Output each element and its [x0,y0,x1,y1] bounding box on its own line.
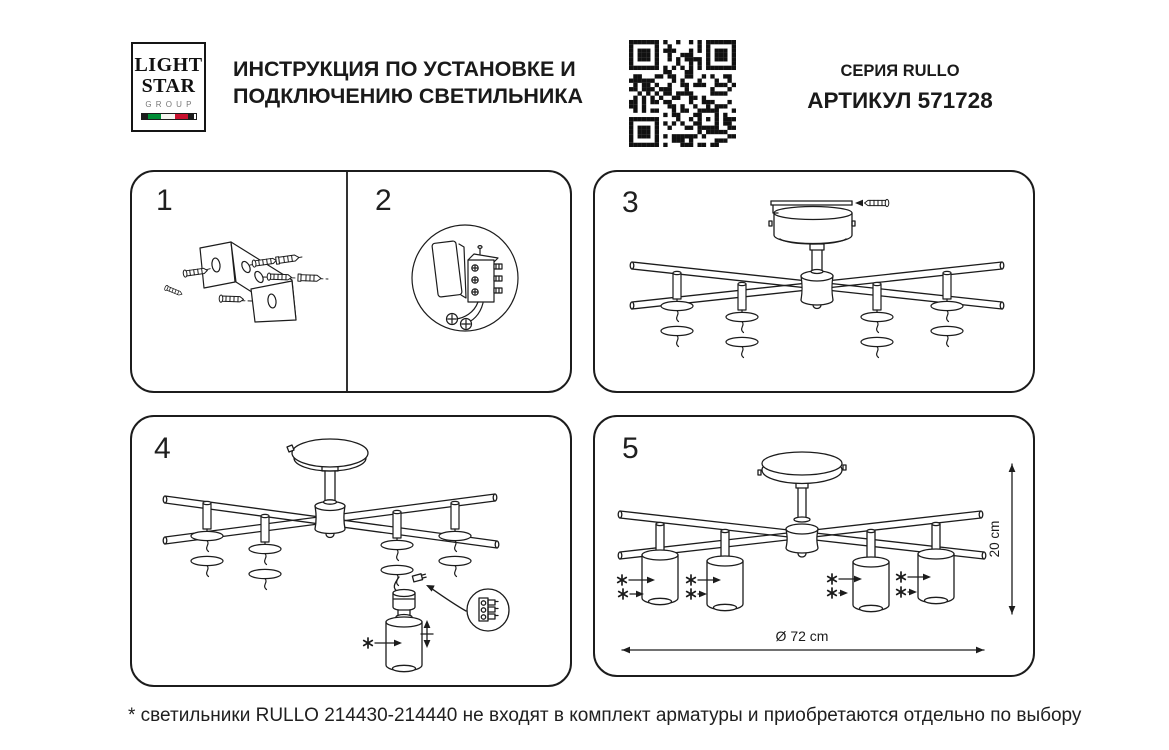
logo-light: LIGHT [134,54,203,76]
ceiling-canopy [758,452,846,484]
wall-anchor-icon [276,254,300,264]
bracket-diagram [164,242,328,322]
central-hub [315,502,345,538]
ring-holder [661,271,693,346]
step-2-number: 2 [375,184,392,217]
steps-1-2-drawing [132,172,570,391]
wire [456,302,478,319]
lamp-shade [853,557,889,612]
panel-step-5 [593,415,1035,677]
product-info [765,62,1035,114]
stem [810,244,824,274]
title-line-2: ПОДКЛЮЧЕНИЮ СВЕТИЛЬНИКА [233,84,584,108]
ring-holder [191,501,223,576]
step-4-drawing [132,417,570,685]
footnote: * светильники RULLO 214430-214440 не входят в комплект арматуры и приобретаются отдельно по выбору [128,705,1082,726]
panel-step-4 [130,415,572,687]
italian-flag-icon [141,113,197,120]
cover-plate [432,241,462,298]
dimension-height [1009,464,1016,614]
central-hub [786,524,818,557]
qr-code [629,40,736,147]
ring-holder [931,271,963,346]
logo-group: GROUP [145,100,196,109]
page-title [233,56,583,110]
ring-holder [726,282,758,357]
terminal-block [468,246,502,302]
screw-icon [219,295,244,303]
height-dimension-label: 20 cm [987,520,1002,558]
ceiling-canopy [769,207,855,244]
lamp-socket [393,577,415,620]
panel-step-3 [593,170,1035,393]
ring-holder [439,501,471,576]
series-label: СЕРИЯ RULLO [840,62,960,80]
small-screw-icon [164,285,183,297]
wall-anchor-icon [298,274,321,282]
step-4-number: 4 [154,432,171,465]
asterisk-icon [364,638,373,648]
terminal-detail [467,589,509,631]
step-1-number: 1 [156,184,173,217]
panel-steps-1-2 [130,170,572,393]
lamp-shade [707,556,743,611]
title-line-1: ИНСТРУКЦИЯ ПО УСТАНОВКЕ И [233,57,576,81]
article-label: АРТИКУЛ 571728 [807,88,993,113]
step-5-drawing [595,417,1033,675]
stem [794,481,810,522]
dimension-width [622,647,984,654]
wiring-detail [412,225,518,331]
step-3-drawing [595,172,1033,391]
step-3-number: 3 [622,186,639,219]
wire-connector [412,573,426,582]
central-hub [801,271,833,309]
ring-holder [381,510,413,585]
width-dimension-label: Ø 72 cm [775,628,829,644]
lightstar-logo [131,42,206,132]
lamp-shade [386,617,422,672]
pointer-arrow [428,586,466,611]
screw-icon [865,199,889,206]
move-icon [421,620,433,648]
logo-star: STAR [141,75,196,97]
arrow-icon [855,200,863,207]
ceiling-canopy [287,439,368,471]
step-5-number: 5 [622,432,639,465]
